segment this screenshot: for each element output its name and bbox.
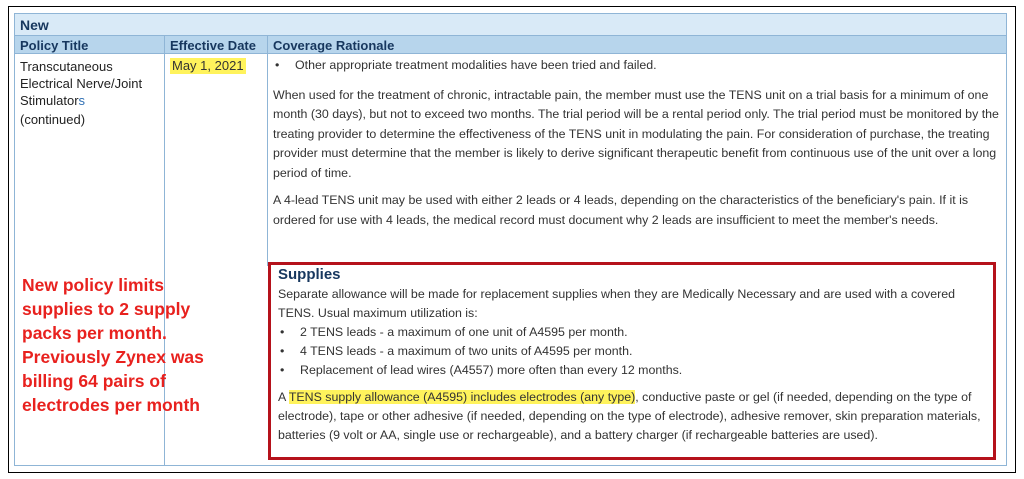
supplies-allowance-paragraph: A TENS supply allowance (A4595) includes electrodes (any type), conductive paste or gel (if needed, depending on the type of electrode), tape or other adhesive (if needed, depending on the type of electrode), adhesive remover, skin preparation materials, batteries (9 volt or AA, single use or rechargeable), and a battery charger (if rechargeable batteries are used). <box>278 390 981 442</box>
highlighted-text: TENS supply allowance (A4595) includes electrodes (any type) <box>288 390 636 404</box>
bullet-icon: • <box>280 325 285 339</box>
bullet-icon: • <box>280 344 285 358</box>
list-item: • 4 TENS leads - a maximum of two units of A4595 per month. <box>278 342 994 361</box>
bullet-icon: • <box>280 363 285 377</box>
policy-title-line: Stimulators <box>20 93 86 108</box>
policy-title-cell <box>20 58 160 128</box>
policy-title-line: Electrical Nerve/Joint <box>20 76 143 91</box>
supplies-intro: Separate allowance will be made for replacement supplies when they are Medically Necessary and are used with a covered TENS. Usual maximum utilization is: <box>278 287 956 320</box>
rationale-paragraph: A 4-lead TENS unit may be used with either 2 leads or 4 leads, depending on the characteristics of the beneficiary's pain. If it is ordered for use with 4 leads, the medical record must document why 2 leads are insufficient to meet the member's needs. <box>273 193 969 227</box>
callout-line: New policy limits <box>22 275 164 295</box>
header-effective-date: Effective Date <box>170 38 256 53</box>
callout-line: billing 64 pairs of <box>22 371 166 391</box>
list-item: • 2 TENS leads - a maximum of one unit of A4595 per month. <box>278 323 994 342</box>
supplies-section <box>278 265 994 445</box>
coverage-rationale-cell <box>273 56 1001 230</box>
rationale-paragraph: When used for the treatment of chronic, intractable pain, the member must use the TENS unit on a trial basis for a minimum of one month (30 days), but not to exceed two months. The trial period will be a rental period only. The trial period must be monitored by the treating provider to determine the effectiveness of the TENS unit in modulating the pain. For consideration of purchase, the treating provider must determine that the member is likely to derive significant therapeutic benefit from continuous use of the unit over a long period of time. <box>273 87 999 180</box>
list-item: • Replacement of lead wires (A4557) more often than every 12 months. <box>278 361 994 380</box>
continued-label: (continued) <box>20 112 86 127</box>
header-policy-title: Policy Title <box>20 38 89 53</box>
callout-line: supplies to 2 supply <box>22 299 191 319</box>
callout-line: Previously Zynex was <box>22 347 204 367</box>
policy-title-line: Transcutaneous <box>20 59 113 74</box>
column-divider <box>267 36 268 266</box>
callout-annotation <box>22 273 252 417</box>
list-item: • Other appropriate treatment modalities have been tried and failed. <box>273 56 1001 76</box>
section-label: New <box>15 14 1006 36</box>
callout-line: packs per month. <box>22 323 167 343</box>
bullet-icon: • <box>275 58 280 72</box>
callout-line: electrodes per month <box>22 395 200 415</box>
effective-date-value: May 1, 2021 <box>172 58 244 73</box>
header-coverage-rationale: Coverage Rationale <box>273 38 395 53</box>
supplies-heading: Supplies <box>278 266 341 283</box>
